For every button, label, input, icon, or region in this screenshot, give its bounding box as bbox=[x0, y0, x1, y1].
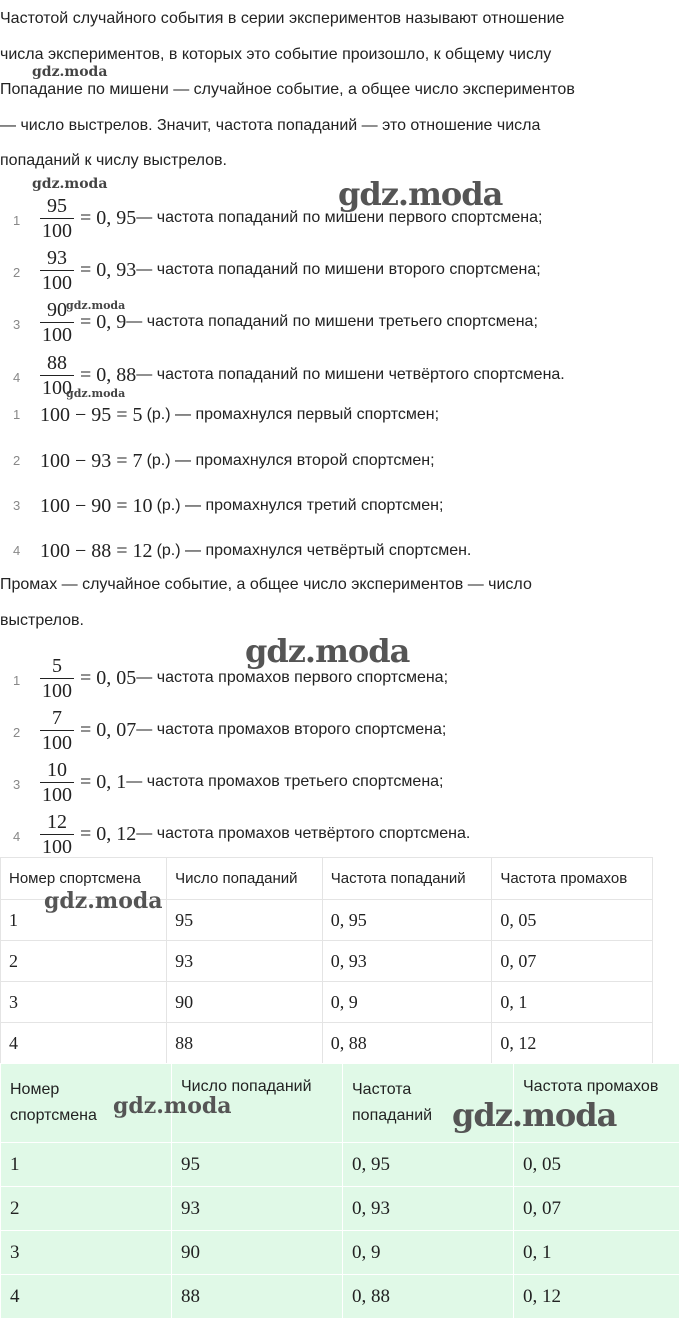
numerator: 88 bbox=[47, 351, 67, 374]
list-number: 1 bbox=[13, 213, 21, 228]
header-line: Частота bbox=[352, 1081, 412, 1098]
equation-value: = 0, 93 bbox=[80, 258, 137, 281]
definition-line-2: числа экспериментов, в которых это событие произошло, к общему числу bbox=[0, 46, 552, 63]
formula-row bbox=[40, 193, 542, 243]
denominator: 100 bbox=[42, 323, 72, 346]
list-number: 2 bbox=[13, 265, 21, 280]
equation-value: = 0, 1 bbox=[80, 770, 127, 793]
column-header: Номер спортсмена bbox=[1, 858, 167, 900]
numerator: 95 bbox=[47, 194, 67, 217]
numerator: 7 bbox=[52, 706, 62, 729]
formula-description: — частота промахов первого спортсмена; bbox=[136, 669, 449, 686]
table-cell: 0, 12 bbox=[514, 1275, 680, 1319]
formula-description: — частота попаданий по мишени первого спортсмена; bbox=[136, 209, 543, 226]
table-cell: 4 bbox=[1, 1275, 172, 1319]
table-cell: 3 bbox=[1, 1231, 172, 1275]
miss-intro-line-1: Промах — случайное событие, а общее число экспериментов — число bbox=[0, 576, 532, 593]
miss-intro-line-2: выстрелов. bbox=[0, 612, 84, 629]
formula-row bbox=[40, 390, 439, 440]
numerator: 93 bbox=[47, 246, 67, 269]
fraction-bar bbox=[40, 322, 74, 323]
formula-description: (р.) — промахнулся четвёртый спортсмен. bbox=[156, 542, 472, 559]
header-line: Номер bbox=[10, 1081, 60, 1098]
table-cell: 2 bbox=[1, 941, 167, 982]
table-row bbox=[1, 1187, 680, 1231]
table-cell: 0, 1 bbox=[514, 1231, 680, 1275]
list-number: 2 bbox=[13, 453, 21, 468]
formula-row bbox=[40, 809, 470, 859]
table-cell: 93 bbox=[172, 1187, 343, 1231]
denominator: 100 bbox=[42, 679, 72, 702]
formula-row bbox=[40, 436, 435, 486]
formula-description: — частота попаданий по мишени третьего спортсмена; bbox=[126, 313, 538, 330]
header-line: спортсмена bbox=[10, 1107, 97, 1124]
table-cell: 2 bbox=[1, 1187, 172, 1231]
formula-row bbox=[40, 757, 444, 807]
formula-description: (р.) — промахнулся второй спортсмен; bbox=[146, 452, 435, 469]
formula-description: (р.) — промахнулся первый спортсмен; bbox=[146, 406, 440, 423]
table-cell: 3 bbox=[1, 982, 167, 1023]
formula-description: — частота промахов третьего спортсмена; bbox=[126, 773, 444, 790]
table-cell: 0, 95 bbox=[343, 1143, 514, 1187]
watermark-logo: gdz.moda bbox=[113, 1093, 232, 1119]
fraction-bar bbox=[40, 218, 74, 219]
list-number: 3 bbox=[13, 498, 21, 513]
table-cell: 93 bbox=[167, 941, 323, 982]
fraction-bar bbox=[40, 730, 74, 731]
table-cell: 4 bbox=[1, 1023, 167, 1064]
table-cell: 0, 88 bbox=[343, 1275, 514, 1319]
numerator: 10 bbox=[47, 758, 67, 781]
fraction bbox=[40, 759, 74, 806]
equation-value: = 0, 12 bbox=[80, 822, 137, 845]
table-cell: 90 bbox=[167, 982, 323, 1023]
denominator: 100 bbox=[42, 731, 72, 754]
formula-description: — частота попаданий по мишени четвёртого спортсмена. bbox=[136, 366, 565, 383]
numerator: 90 bbox=[47, 298, 67, 321]
watermark-logo: gdz.moda bbox=[452, 1096, 617, 1134]
fraction-bar bbox=[40, 375, 74, 376]
numerator: 5 bbox=[52, 654, 62, 677]
table-cell: 0, 93 bbox=[343, 1187, 514, 1231]
fraction bbox=[40, 195, 74, 242]
list-number: 1 bbox=[13, 407, 21, 422]
list-number: 4 bbox=[13, 370, 21, 385]
hit-intro-line-2: — число выстрелов. Значит, частота попаданий — это отношение числа bbox=[0, 117, 541, 134]
equation-value: = 0, 9 bbox=[80, 310, 127, 333]
formula-row bbox=[40, 245, 541, 295]
table-cell: 95 bbox=[172, 1143, 343, 1187]
table-cell: 0, 93 bbox=[322, 941, 492, 982]
table-row bbox=[1, 1275, 680, 1319]
fraction bbox=[40, 811, 74, 858]
table-cell: 95 bbox=[167, 900, 323, 941]
watermark-logo: gdz.moda bbox=[32, 176, 108, 192]
table-cell: 0, 95 bbox=[322, 900, 492, 941]
fraction-bar bbox=[40, 834, 74, 835]
list-number: 4 bbox=[13, 829, 21, 844]
list-number: 4 bbox=[13, 543, 21, 558]
table-cell: 88 bbox=[167, 1023, 323, 1064]
equation: 100 − 90 = 10 bbox=[40, 494, 153, 517]
watermark-logo: gdz.moda bbox=[338, 175, 503, 213]
table-cell: 0, 07 bbox=[514, 1187, 680, 1231]
watermark-logo: gdz.moda bbox=[245, 632, 410, 670]
formula-row bbox=[40, 705, 446, 755]
header-line: попаданий bbox=[352, 1107, 433, 1124]
denominator: 100 bbox=[42, 783, 72, 806]
denominator: 100 bbox=[42, 835, 72, 858]
definition-line-1: Частотой случайного события в серии экспериментов называют отношение bbox=[0, 10, 565, 27]
denominator: 100 bbox=[42, 376, 72, 399]
table-row bbox=[1, 1023, 653, 1064]
equation-value: = 0, 07 bbox=[80, 718, 137, 741]
column-header: Частота попаданий bbox=[322, 858, 492, 900]
column-header: Частота промахов bbox=[492, 858, 653, 900]
table-cell: 0, 9 bbox=[322, 982, 492, 1023]
table-cell: 88 bbox=[172, 1275, 343, 1319]
table-cell: 0, 1 bbox=[492, 982, 653, 1023]
table-row bbox=[1, 1143, 680, 1187]
list-number: 1 bbox=[13, 673, 21, 688]
equation: 100 − 93 = 7 bbox=[40, 449, 143, 472]
hit-intro-line-3: попаданий к числу выстрелов. bbox=[0, 152, 227, 169]
fraction-bar bbox=[40, 678, 74, 679]
table-cell: 1 bbox=[1, 1143, 172, 1187]
column-header: Число попаданий bbox=[172, 1064, 343, 1143]
watermark-logo: gdz.moda bbox=[32, 64, 108, 80]
fraction bbox=[40, 247, 74, 294]
equation: 100 − 88 = 12 bbox=[40, 539, 153, 562]
fraction bbox=[40, 655, 74, 702]
fraction-bar bbox=[40, 782, 74, 783]
table-row bbox=[1, 982, 653, 1023]
table-cell: 90 bbox=[172, 1231, 343, 1275]
formula-row bbox=[40, 526, 471, 576]
denominator: 100 bbox=[42, 271, 72, 294]
formula-row bbox=[40, 653, 448, 703]
formula-row bbox=[40, 481, 443, 531]
table-cell: 0, 07 bbox=[492, 941, 653, 982]
equation-value: = 0, 05 bbox=[80, 666, 137, 689]
equation-value: = 0, 88 bbox=[80, 363, 137, 386]
list-number: 3 bbox=[13, 777, 21, 792]
formula-description: — частота попаданий по мишени второго спортсмена; bbox=[136, 261, 541, 278]
formula-description: — частота промахов второго спортсмена; bbox=[136, 721, 447, 738]
hit-intro-line-1: Попадание по мишени — случайное событие, а общее число экспериментов bbox=[0, 81, 575, 98]
table-cell: 0, 12 bbox=[492, 1023, 653, 1064]
table-row bbox=[1, 1231, 680, 1275]
denominator: 100 bbox=[42, 219, 72, 242]
fraction bbox=[40, 707, 74, 754]
formula-description: (р.) — промахнулся третий спортсмен; bbox=[156, 497, 444, 514]
watermark-logo: gdz.moda bbox=[66, 299, 126, 312]
table-cell: 1 bbox=[1, 900, 167, 941]
list-number: 3 bbox=[13, 317, 21, 332]
formula-description: — частота промахов четвёртого спортсмена. bbox=[136, 825, 471, 842]
list-number: 2 bbox=[13, 725, 21, 740]
table-cell: 0, 9 bbox=[343, 1231, 514, 1275]
watermark-logo: gdz.moda bbox=[66, 387, 126, 400]
column-header: Число попаданий bbox=[167, 858, 323, 900]
table-cell: 0, 88 bbox=[322, 1023, 492, 1064]
fraction-bar bbox=[40, 270, 74, 271]
table-cell: 0, 05 bbox=[514, 1143, 680, 1187]
table-row bbox=[1, 941, 653, 982]
equation: 100 − 95 = 5 bbox=[40, 403, 143, 426]
table-cell: 0, 05 bbox=[492, 900, 653, 941]
column-header: Частота промахов bbox=[514, 1064, 680, 1143]
watermark-logo: gdz.moda bbox=[44, 888, 163, 914]
numerator: 12 bbox=[47, 810, 67, 833]
equation-value: = 0, 95 bbox=[80, 206, 137, 229]
